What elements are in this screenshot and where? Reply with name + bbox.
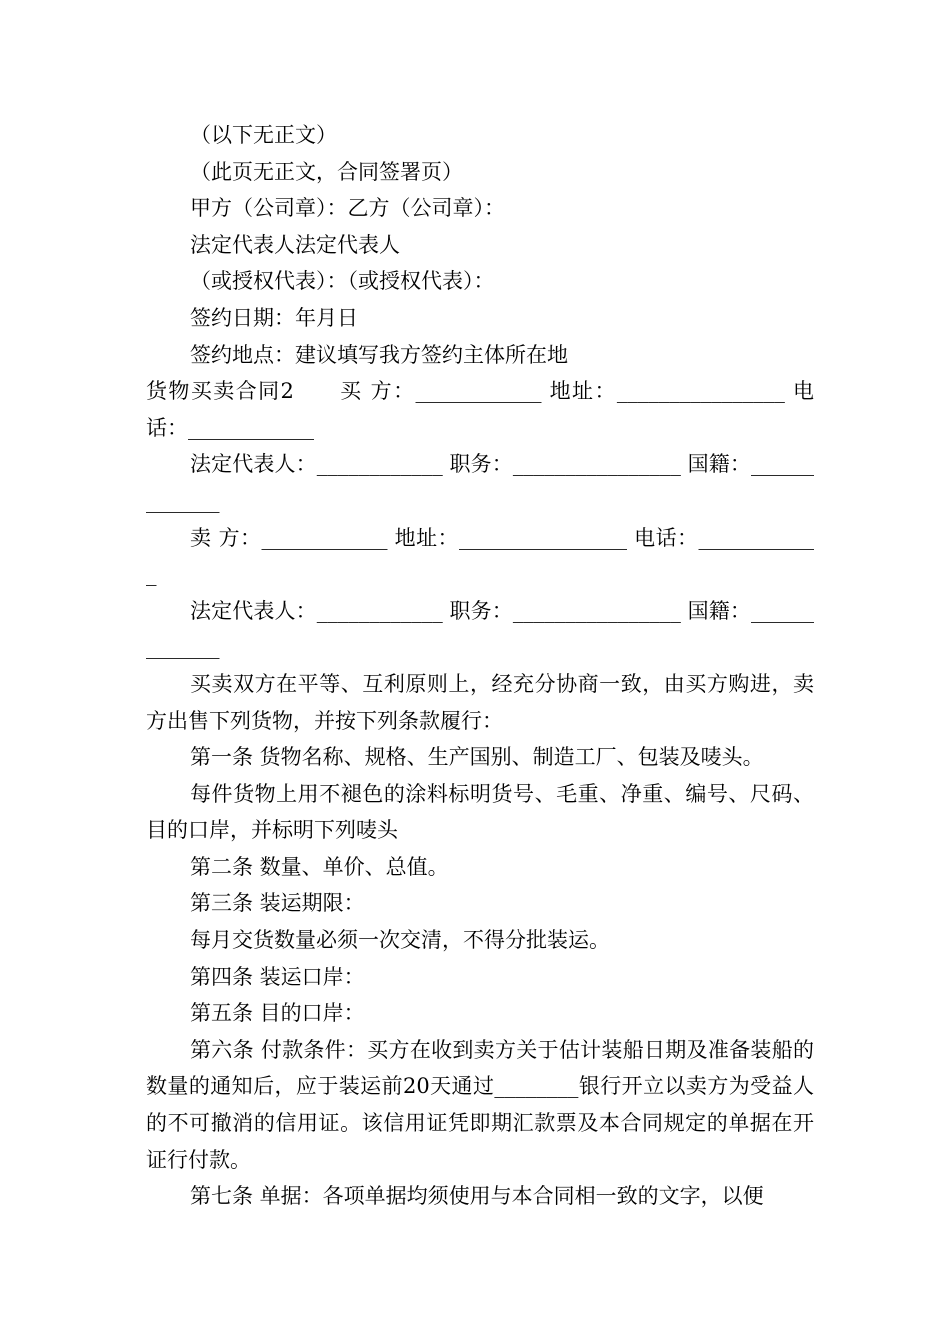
paragraph-monthly-delivery: 每月交货数量必须一次交清，不得分批装运。 (190, 928, 610, 953)
paragraph-signature-page-note: （此页无正文，合同签署页） (190, 159, 463, 184)
paragraph-article-7: 第七条 单据：各项单据均须使用与本合同相一致的文字，以便 (190, 1184, 764, 1209)
paragraph-article-4: 第四条 装运口岸： (190, 964, 365, 989)
paragraph-article-3: 第三条 装运期限： (190, 891, 365, 916)
paragraph-article-5: 第五条 目的口岸： (190, 1001, 365, 1026)
paragraph-marking-requirements: 每件货物上用不褪色的涂料标明货号、毛重、净重、编号、尺码、目的口岸，并标明下列唛头 (146, 781, 814, 843)
paragraph-article-6: 第六条 付款条件：买方在收到卖方关于估计装船日期及准备装船的数量的通知后，应于装运前20天通过________银行开立以卖方为受益人的不可撤消的信用证。该信用证凭即期汇款票及本合同规定的单据在开证行付款。 (146, 1037, 814, 1172)
paragraph-seller-info: 卖 方：____________ 地址：________________ 电话：____________ (146, 525, 814, 587)
paragraph-party-seals: 甲方（公司章）：乙方（公司章）： (190, 196, 505, 221)
paragraph-seller-representative: 法定代表人：____________ 职务：________________ 国籍：_____________ (146, 598, 814, 660)
paragraph-buyer-info: 货物买卖合同2 买 方：____________ 地址：________________ 电话：____________ (146, 379, 814, 440)
paragraph-article-2: 第二条 数量、单价、总值。 (190, 854, 449, 879)
paragraph-preamble: 买卖双方在平等、互利原则上，经充分协商一致，由买方购进，卖方出售下列货物，并按下列条款履行： (146, 671, 814, 733)
document-body (146, 117, 814, 1215)
paragraph-legal-representatives: 法定代表人法定代表人 (190, 232, 400, 257)
paragraph-signing-date: 签约日期：年月日 (190, 305, 358, 330)
paragraph-no-body-text: （以下无正文） (190, 123, 337, 147)
paragraph-buyer-representative: 法定代表人：____________ 职务：________________ 国籍：_____________ (146, 452, 814, 513)
paragraph-article-1: 第一条 货物名称、规格、生产国别、制造工厂、包装及唛头。 (190, 745, 764, 770)
paragraph-signing-place: 签约地点：建议填写我方签约主体所在地 (190, 342, 568, 367)
paragraph-authorized-representatives: （或授权代表）：（或授权代表）： (190, 269, 495, 294)
